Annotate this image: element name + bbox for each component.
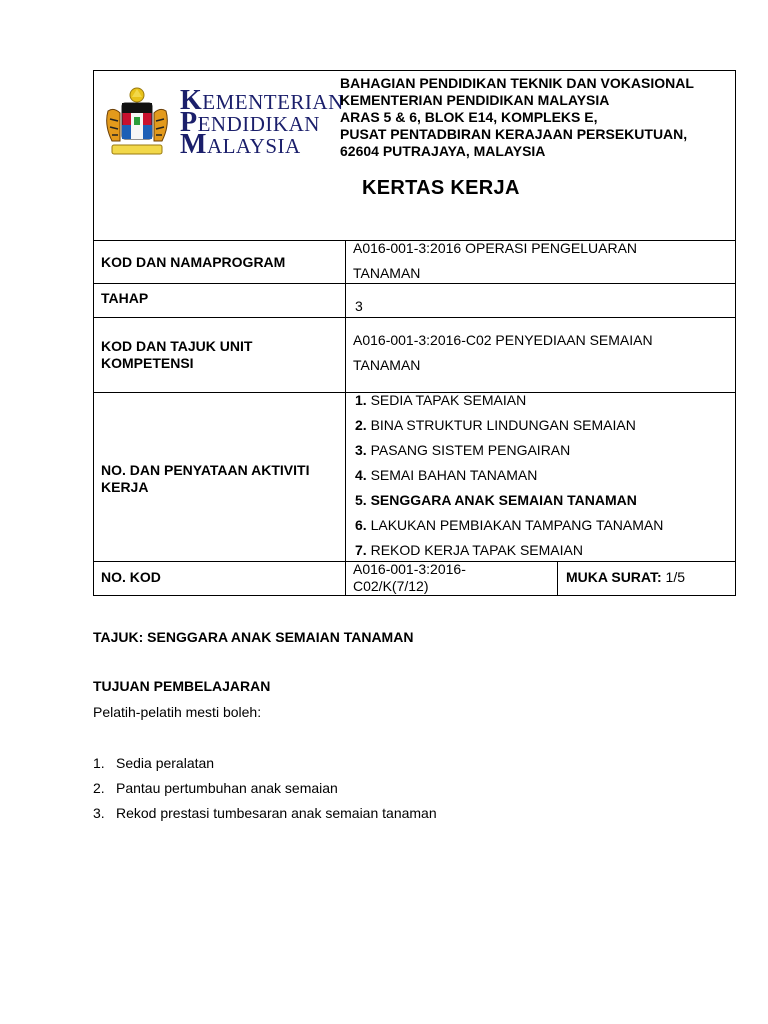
aktiviti-item-active — [355, 492, 637, 509]
program-value-line-2: TANAMAN — [353, 265, 421, 281]
aktiviti-num: 5. — [355, 492, 367, 508]
logo-cap-m: M — [180, 129, 207, 160]
muka-surat-value: 1/5 — [665, 569, 686, 585]
aktiviti-num: 6. — [355, 517, 367, 533]
aktiviti-label-line-2: KERJA — [101, 479, 149, 495]
unit-label-line-2: KOMPETENSI — [101, 355, 194, 371]
aktiviti-text: LAKUKAN PEMBIAKAN TAMPANG TANAMAN — [370, 517, 664, 533]
muka-surat-label: MUKA SURAT: — [566, 569, 662, 585]
aktiviti-text: SENGGARA ANAK SEMAIAN TANAMAN — [370, 492, 637, 508]
aktiviti-item — [355, 542, 583, 559]
aktiviti-item — [355, 442, 570, 459]
logo-rest-3: ALAYSIA — [206, 134, 301, 158]
aktiviti-text: REKOD KERJA TAPAK SEMAIAN — [370, 542, 583, 558]
kod-label: NO. KOD — [101, 569, 161, 585]
aktiviti-num: 2. — [355, 417, 367, 433]
objective-number: 1. — [93, 755, 105, 771]
objective-text: Pantau pertumbuhan anak semaian — [116, 780, 338, 796]
coat-of-arms-icon — [98, 85, 176, 163]
kod-value-line-1: A016-001-3:2016- — [353, 561, 466, 577]
logo-cap-k: K — [180, 85, 203, 116]
logo-line-3 — [180, 129, 301, 160]
tajuk-heading: TAJUK: SENGGARA ANAK SEMAIAN TANAMAN — [93, 629, 414, 645]
kod-value-line-2: C02/K(7/12) — [353, 578, 429, 594]
address-line-3: ARAS 5 & 6, BLOK E14, KOMPLEKS E, — [340, 109, 598, 125]
objective-number: 3. — [93, 805, 105, 821]
tahap-value: 3 — [355, 298, 363, 314]
intro-text: Pelatih-pelatih mesti boleh: — [93, 704, 262, 720]
aktiviti-num: 7. — [355, 542, 367, 558]
program-value-line-1: A016-001-3:2016 OPERASI PENGELUARAN — [353, 240, 638, 256]
address-line-5: 62604 PUTRAJAYA, MALAYSIA — [340, 143, 546, 159]
address-line-1: BAHAGIAN PENDIDIKAN TEKNIK DAN VOKASIONAL — [340, 75, 694, 91]
aktiviti-item — [355, 417, 636, 434]
objective-number: 2. — [93, 780, 105, 796]
address-line-4: PUSAT PENTADBIRAN KERAJAAN PERSEKUTUAN, — [340, 126, 688, 142]
aktiviti-item — [355, 392, 526, 409]
aktiviti-num: 1. — [355, 392, 367, 408]
aktiviti-num: 3. — [355, 442, 367, 458]
logo-rest-1: EMENTERIAN — [202, 90, 344, 114]
document-title: KERTAS KERJA — [362, 177, 520, 199]
aktiviti-text: SEMAI BAHAN TANAMAN — [370, 467, 538, 483]
program-label: KOD DAN NAMAPROGRAM — [101, 254, 286, 270]
objective-text: Rekod prestasi tumbesaran anak semaian tanaman — [116, 805, 437, 821]
aktiviti-label-line-1: NO. DAN PENYATAAN AKTIVITI — [101, 462, 310, 478]
aktiviti-text: SEDIA TAPAK SEMAIAN — [370, 392, 527, 408]
unit-label-line-1: KOD DAN TAJUK UNIT — [101, 338, 253, 354]
logo-rest-2: ENDIDIKAN — [197, 112, 320, 136]
tujuan-heading: TUJUAN PEMBELAJARAN — [93, 678, 271, 694]
logo-cap-p: P — [180, 107, 198, 138]
unit-value-line-2: TANAMAN — [353, 357, 421, 373]
tahap-label: TAHAP — [101, 290, 149, 306]
aktiviti-num: 4. — [355, 467, 367, 483]
aktiviti-item — [355, 467, 537, 484]
aktiviti-text: PASANG SISTEM PENGAIRAN — [370, 442, 571, 458]
aktiviti-item — [355, 517, 663, 534]
objective-text: Sedia peralatan — [116, 755, 215, 771]
logo-line-1 — [180, 85, 344, 116]
unit-value-line-1: A016-001-3:2016-C02 PENYEDIAAN SEMAIAN — [353, 332, 653, 348]
address-line-2: KEMENTERIAN PENDIDIKAN MALAYSIA — [340, 92, 610, 108]
muka-surat — [566, 569, 685, 586]
aktiviti-text: BINA STRUKTUR LINDUNGAN SEMAIAN — [370, 417, 636, 433]
